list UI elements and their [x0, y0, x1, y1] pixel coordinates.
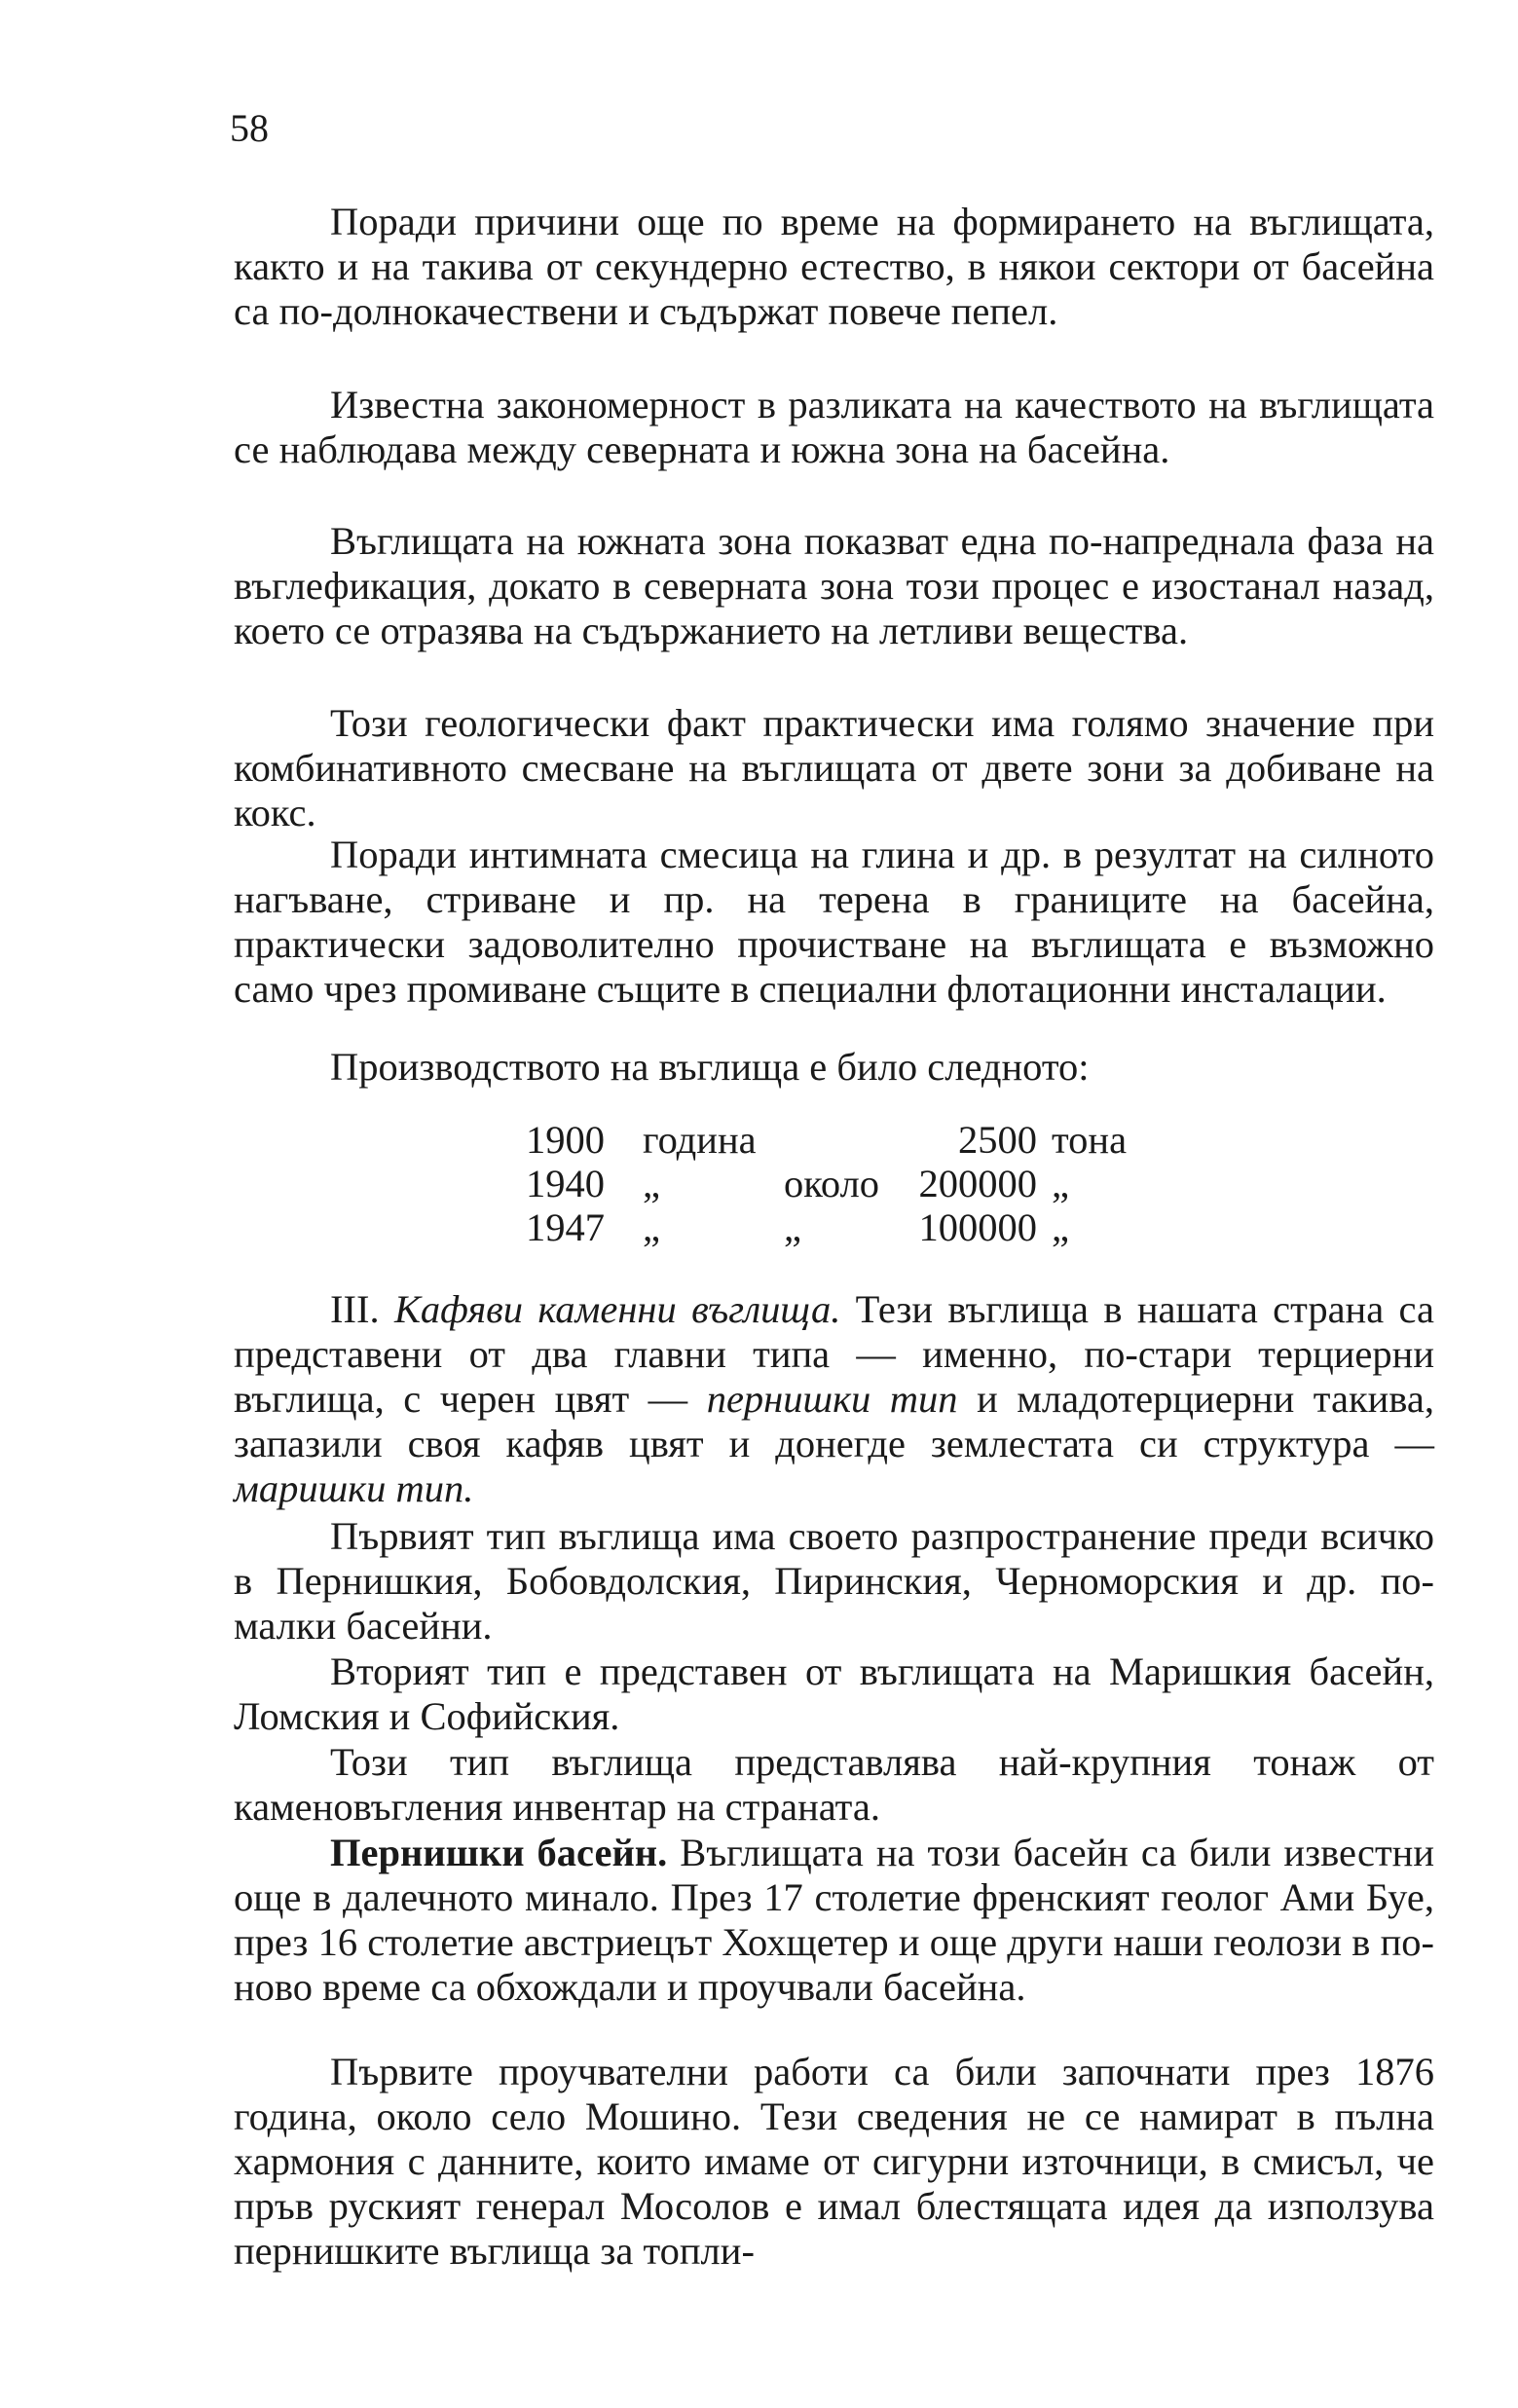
note-cell: „ [784, 1205, 801, 1249]
paragraph-production-intro [234, 1045, 1434, 1090]
measure-cell: тона [1052, 1118, 1128, 1162]
paragraph-ash-content [234, 200, 1434, 334]
table-row [526, 1118, 1207, 1162]
pernik-heading: Пернишки басейн. [330, 1831, 668, 1874]
paragraph-text: Производството на въглища е било следното: [330, 1045, 1090, 1089]
unit-cell: „ [643, 1162, 660, 1205]
paragraph-first-type [234, 1514, 1434, 1649]
section-heading: Кафяви каменни въглища. [393, 1287, 841, 1331]
paragraph-text: Въглищата на южната зона показват една по-напреднала фаза на въглефикация, докато в северната зона този процес е изостанал назад, което се отразява на съдържанието на летливи вещества. [234, 519, 1434, 652]
unit-cell: „ [643, 1205, 660, 1249]
measure-cell: „ [1052, 1205, 1069, 1249]
unit-cell: година [643, 1118, 757, 1162]
note-cell: около [784, 1162, 880, 1205]
section-text-a: Тези въглища в нашата страна са представени от два главни типа — именно, по-стари терциерни въглища, с черен цвят — [234, 1287, 1434, 1421]
amount-cell: 100000 [918, 1205, 1037, 1249]
paragraph-text: Този геологически факт практически има голямо значение при комбинативното смесване на въглищата от двете зони за добиване на кокс. [234, 701, 1434, 834]
section-numeral: III. [330, 1287, 380, 1331]
paragraph-text: Вторият тип е представен от въглищата на Маришкия басейн, Ломския и Софийския. [234, 1649, 1434, 1738]
paragraph-second-type [234, 1649, 1434, 1739]
paragraph-flotation [234, 833, 1434, 1012]
section-iii-paragraph [234, 1287, 1434, 1511]
section-italic-b: маришки тип. [234, 1466, 474, 1510]
paragraph-zones [234, 383, 1434, 472]
paragraph-text: Известна закономерност в разликата на качеството на въглищата се наблюдава между северната и южна зона на басейна. [234, 383, 1434, 471]
pernik-basin-paragraph [234, 1831, 1434, 2010]
paragraph-carbonization [234, 519, 1434, 653]
section-text-b: и младотерциерни такива, запазили своя кафяв цвят и донегде землестата си структура — [234, 1377, 1434, 1465]
section-italic-a: пернишки тип [706, 1377, 958, 1421]
paragraph-text: Поради причини още по време на формирането на въглищата, както и на такива от секундерно естество, в някои сектори от басейна са по-долнокачествени и съдържат повече пепел. [234, 200, 1434, 333]
paragraph-coke [234, 701, 1434, 835]
paragraph-text: Този тип въглища представлява най-крупния тонаж от каменовъгления инвентар на страната. [234, 1740, 1434, 1829]
year-cell: 1940 [526, 1162, 605, 1205]
page-number: 58 [230, 106, 269, 150]
paragraph-text: Първият тип въглища има своето разпространение преди всичко в Пернишкия, Бобовдолския, Пиринския, Черноморския и др. по-малки басейни. [234, 1514, 1434, 1648]
year-cell: 1947 [526, 1205, 605, 1249]
amount-cell: 200000 [918, 1162, 1037, 1205]
paragraph-text: Поради интимната смесица на глина и др. в резултат на силното нагъване, стриване и пр. на терена в границите на басейна, практически задоволително прочистване на въглищата е възможно само чрез промиване същите в специални флотационни инсталации. [234, 833, 1434, 1011]
amount-cell: 2500 [958, 1118, 1037, 1162]
paragraph-first-surveys [234, 2050, 1434, 2274]
table-row [526, 1162, 1207, 1205]
measure-cell: „ [1052, 1162, 1069, 1205]
section-iii-text [234, 1287, 1434, 1511]
table-row [526, 1205, 1207, 1249]
year-cell: 1900 [526, 1118, 605, 1162]
production-table [526, 1118, 1207, 1249]
paragraph-text: Първите проучвателни работи са били започнати през 1876 година, около село Мошино. Тези сведения не се намират в пълна хармония с данните, които имаме от сигурни източници, в смисъл, че пръв руският генерал Мосолов е имал блестящата идея да използува пернишките въглища за топли- [234, 2050, 1434, 2273]
pernik-body: Въглищата на този басейн са били известни още в далечното минало. През 17 столетие френският геолог Ами Буе, през 16 столетие австриецът Хохщетер и още други наши геолози в по-ново време са обхождали и проучвали басейна. [234, 1831, 1434, 2009]
paragraph-tonnage [234, 1740, 1434, 1830]
pernik-text [234, 1831, 1434, 2010]
